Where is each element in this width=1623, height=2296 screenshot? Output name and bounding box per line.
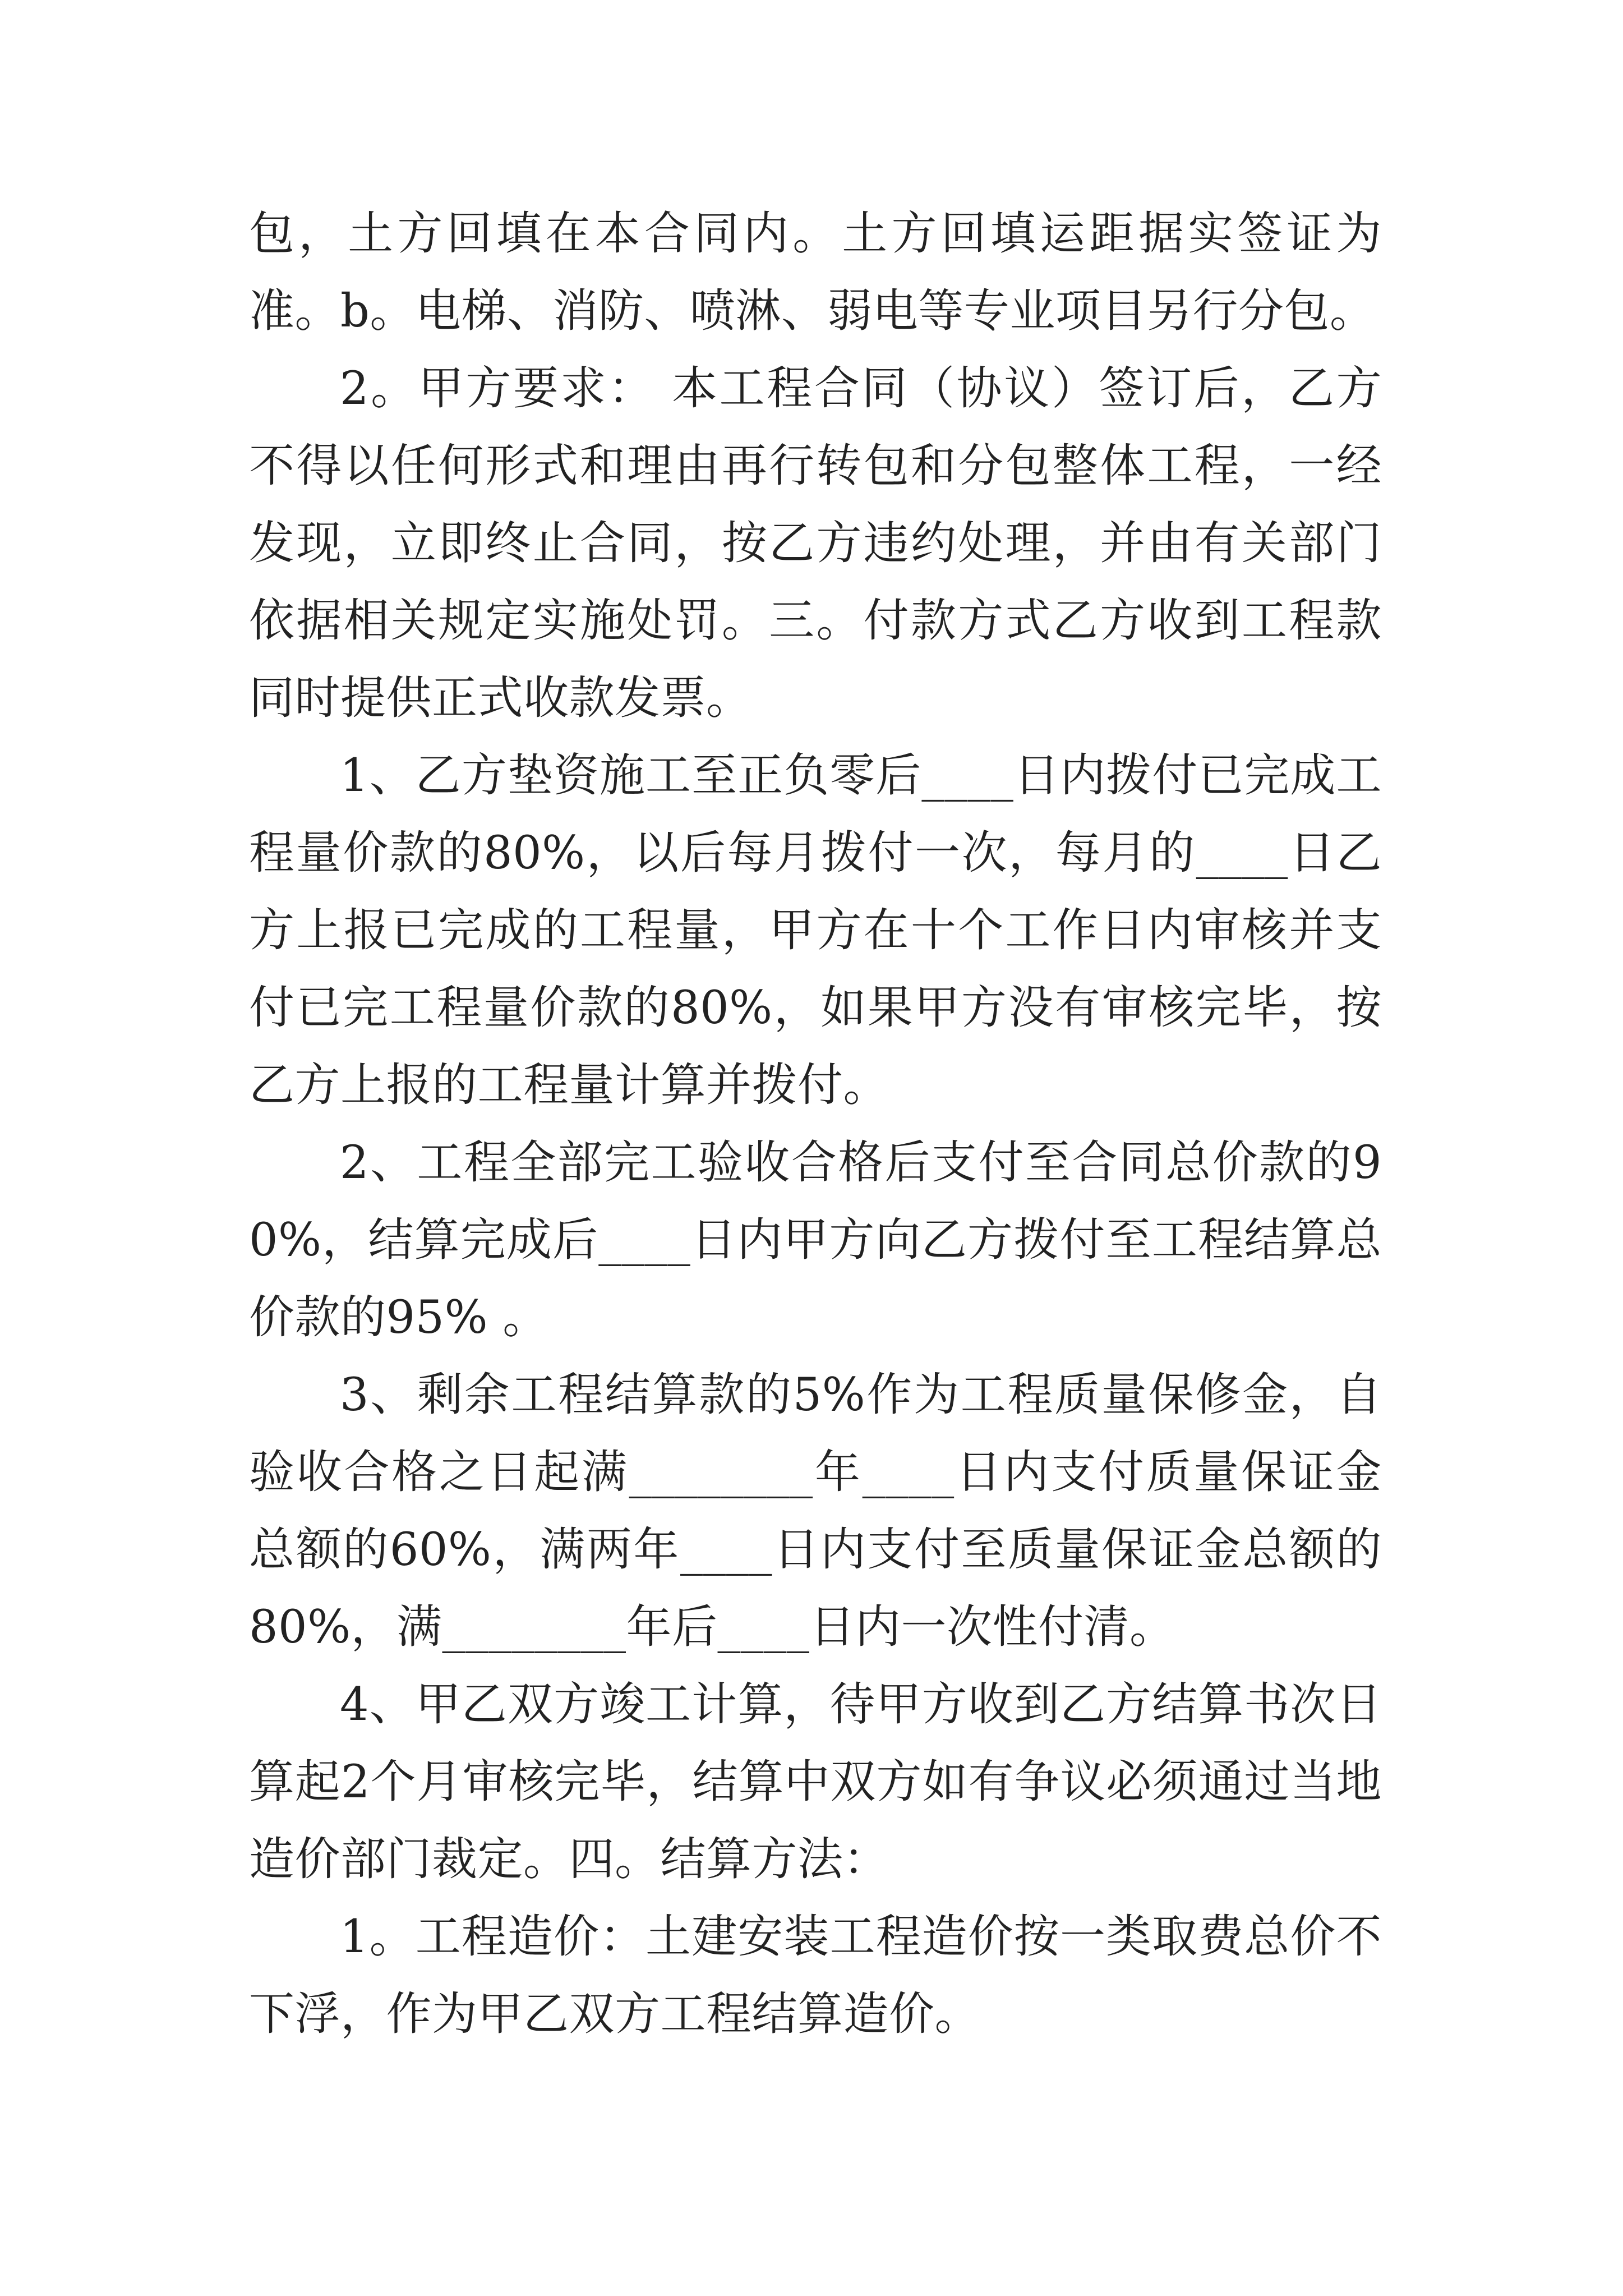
contract-text-body bbox=[249, 195, 1382, 2053]
paragraph-payment-item-1: 1、乙方垫资施工至正负零后____日内拨付已完成工程量价款的80%，以后每月拨付一次，每月的____日乙方上报已完成的工程量，甲方在十个工作日内审核并支付已完工程量价款的80%，如果甲方没有审核完毕，按乙方上报的工程量计算并拨付。 bbox=[249, 749, 1382, 1112]
paragraph-party-a-requirements: 2。甲方要求： 本工程合同（协议）签订后，乙方不得以任何形式和理由再行转包和分包整体工程，一经发现，立即终止合同，按乙方违约处理，并由有关部门依据相关规定实施处罚。三。付款方式乙方收到工程款同时提供正式收款发票。 bbox=[249, 362, 1382, 725]
paragraph-payment-item-4: 4、甲乙双方竣工计算，待甲方收到乙方结算书次日算起2个月审核完毕，结算中双方如有争议必须通过当地造价部门裁定。四。结算方法： bbox=[249, 1678, 1382, 1886]
paragraph-continuation: 包，土方回填在本合同内。土方回填运距据实签证为准。b。电梯、消防、喷淋、弱电等专业项目另行分包。 bbox=[249, 208, 1382, 338]
paragraph-settlement-item-1: 1。工程造价：土建安装工程造价按一类取费总价不下浮，作为甲乙双方工程结算造价。 bbox=[249, 1911, 1382, 2041]
paragraph-payment-item-2: 2、工程全部完工验收合格后支付至合同总价款的90%，结算完成后____日内甲方向乙方拨付至工程结算总价款的95% 。 bbox=[249, 1137, 1382, 1344]
paragraph-payment-item-3: 3、剩余工程结算款的5%作为工程质量保修金，自验收合格之日起满________年____日内支付质量保证金总额的60%，满两年____日内支付至质量保证金总额的80%，满________年后____日内一次性付清。 bbox=[249, 1369, 1382, 1654]
